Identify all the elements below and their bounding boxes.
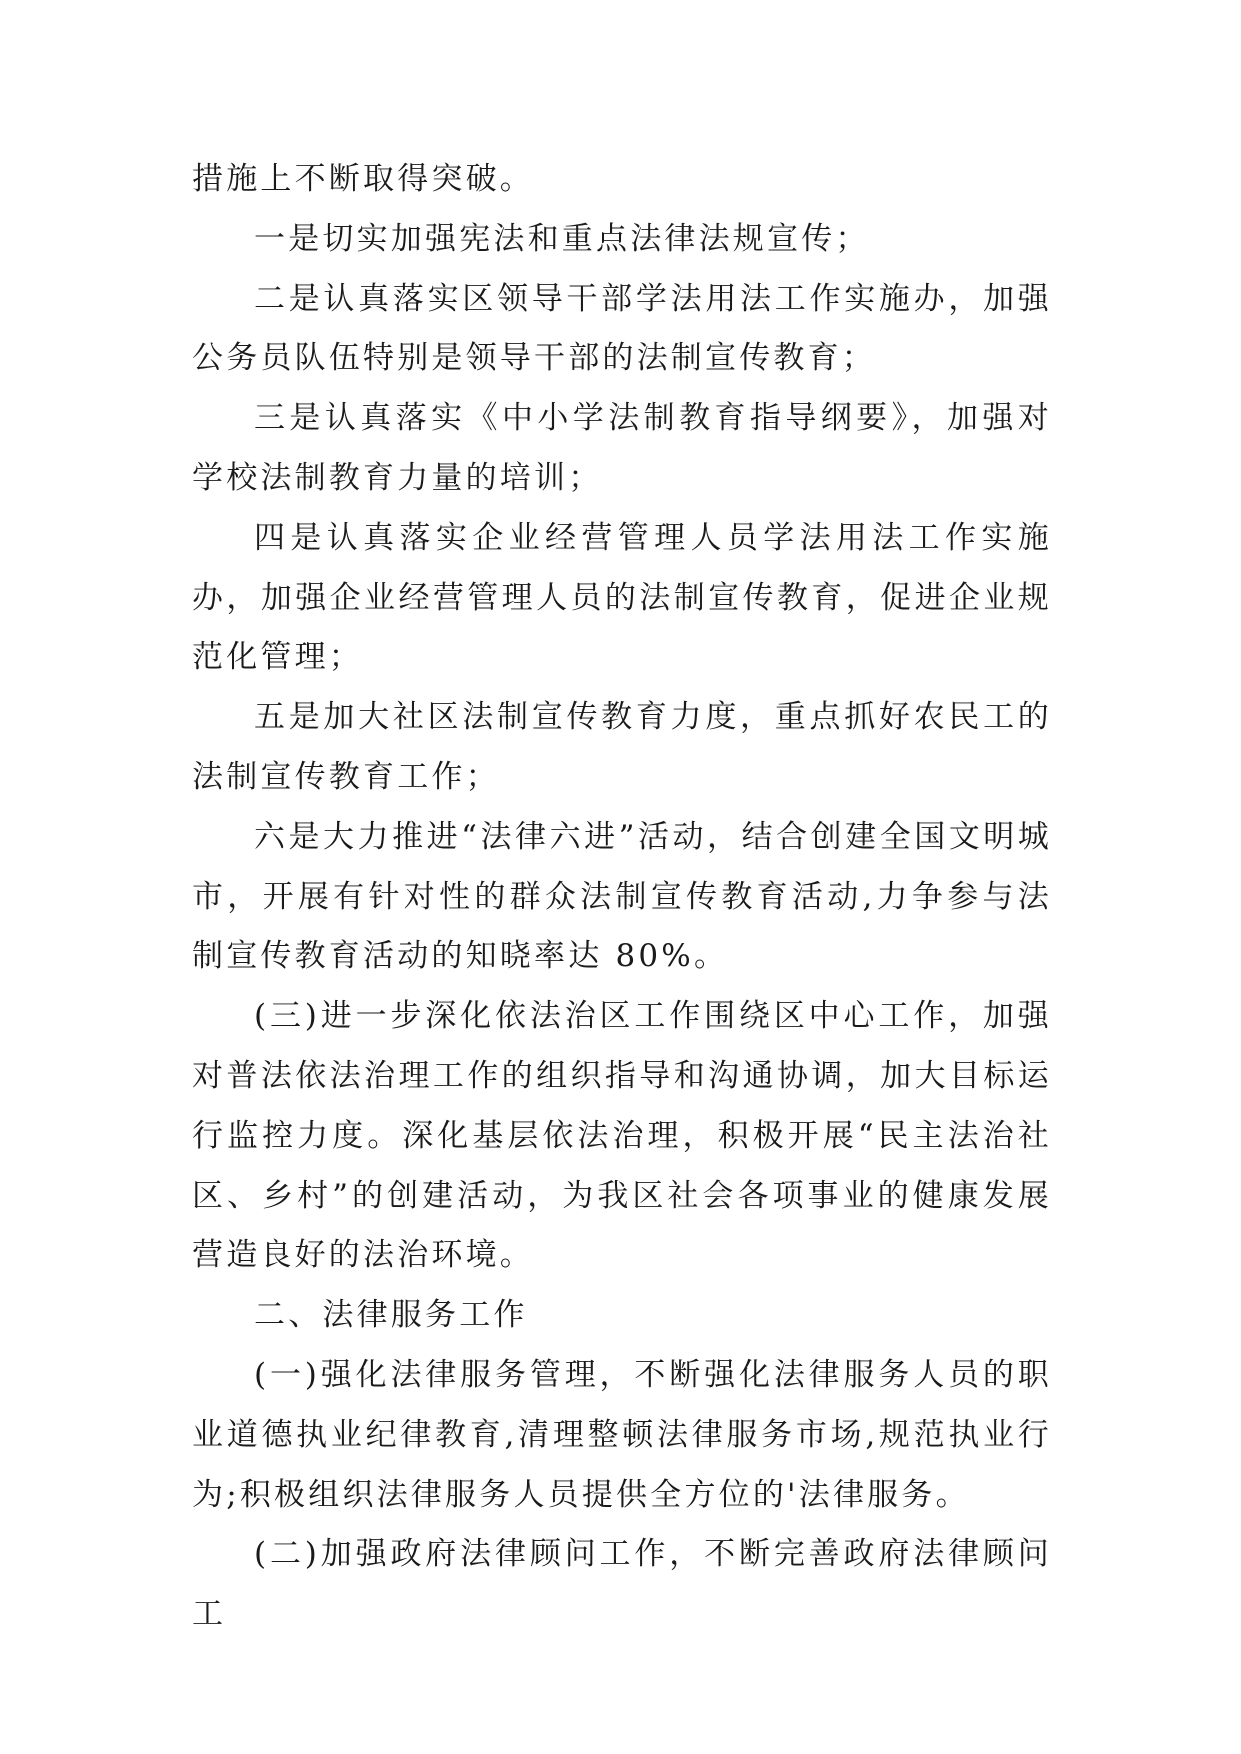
paragraph-item-two: 二是认真落实区领导干部学法用法工作实施办，加强公务员队伍特别是领导干部的法制宣传教育； <box>192 280 1052 377</box>
document-body <box>192 150 1052 1645</box>
paragraph-item-five: 五是加大社区法制宣传教育力度，重点抓好农民工的法制宣传教育工作； <box>192 699 1052 795</box>
paragraph-item-four: 四是认真落实企业经营管理人员学法用法工作实施办，加强企业经营管理人员的法制宣传教育，促进企业规范化管理； <box>192 519 1052 676</box>
paragraph-item-three: 三是认真落实《中小学法制教育指导纲要》，加强对学校法制教育力量的培训； <box>192 400 1052 496</box>
paragraph-subsection-two: (二)加强政府法律顾问工作，不断完善政府法律顾问工 <box>192 1536 1052 1633</box>
paragraph-item-one: 一是切实加强宪法和重点法律法规宣传； <box>254 220 870 257</box>
paragraph-section-three: (三)进一步深化依法治区工作围绕区中心工作，加强对普法依法治理工作的组织指导和沟通协调，加大目标运行监控力度。深化基层依法治理，积极开展“民主法治社区、乡村”的创建活动，为我区社会各项事业的健康发展营造良好的法治环境。 <box>192 998 1052 1274</box>
paragraph-item-six: 六是大力推进“法律六进”活动，结合创建全国文明城市，开展有针对性的群众法制宣传教育活动,力争参与法制宣传教育活动的知晓率达 80%。 <box>192 818 1052 975</box>
paragraph-continuation: 措施上不断取得突破。 <box>192 161 534 197</box>
paragraph-subsection-one: (一)强化法律服务管理，不断强化法律服务人员的职业道德执业纪律教育,清理整顿法律服务市场,规范执业行为;积极组织法律服务人员提供全方位的'法律服务。 <box>192 1356 1052 1513</box>
section-heading-legal-services: 二、法律服务工作 <box>254 1297 528 1334</box>
